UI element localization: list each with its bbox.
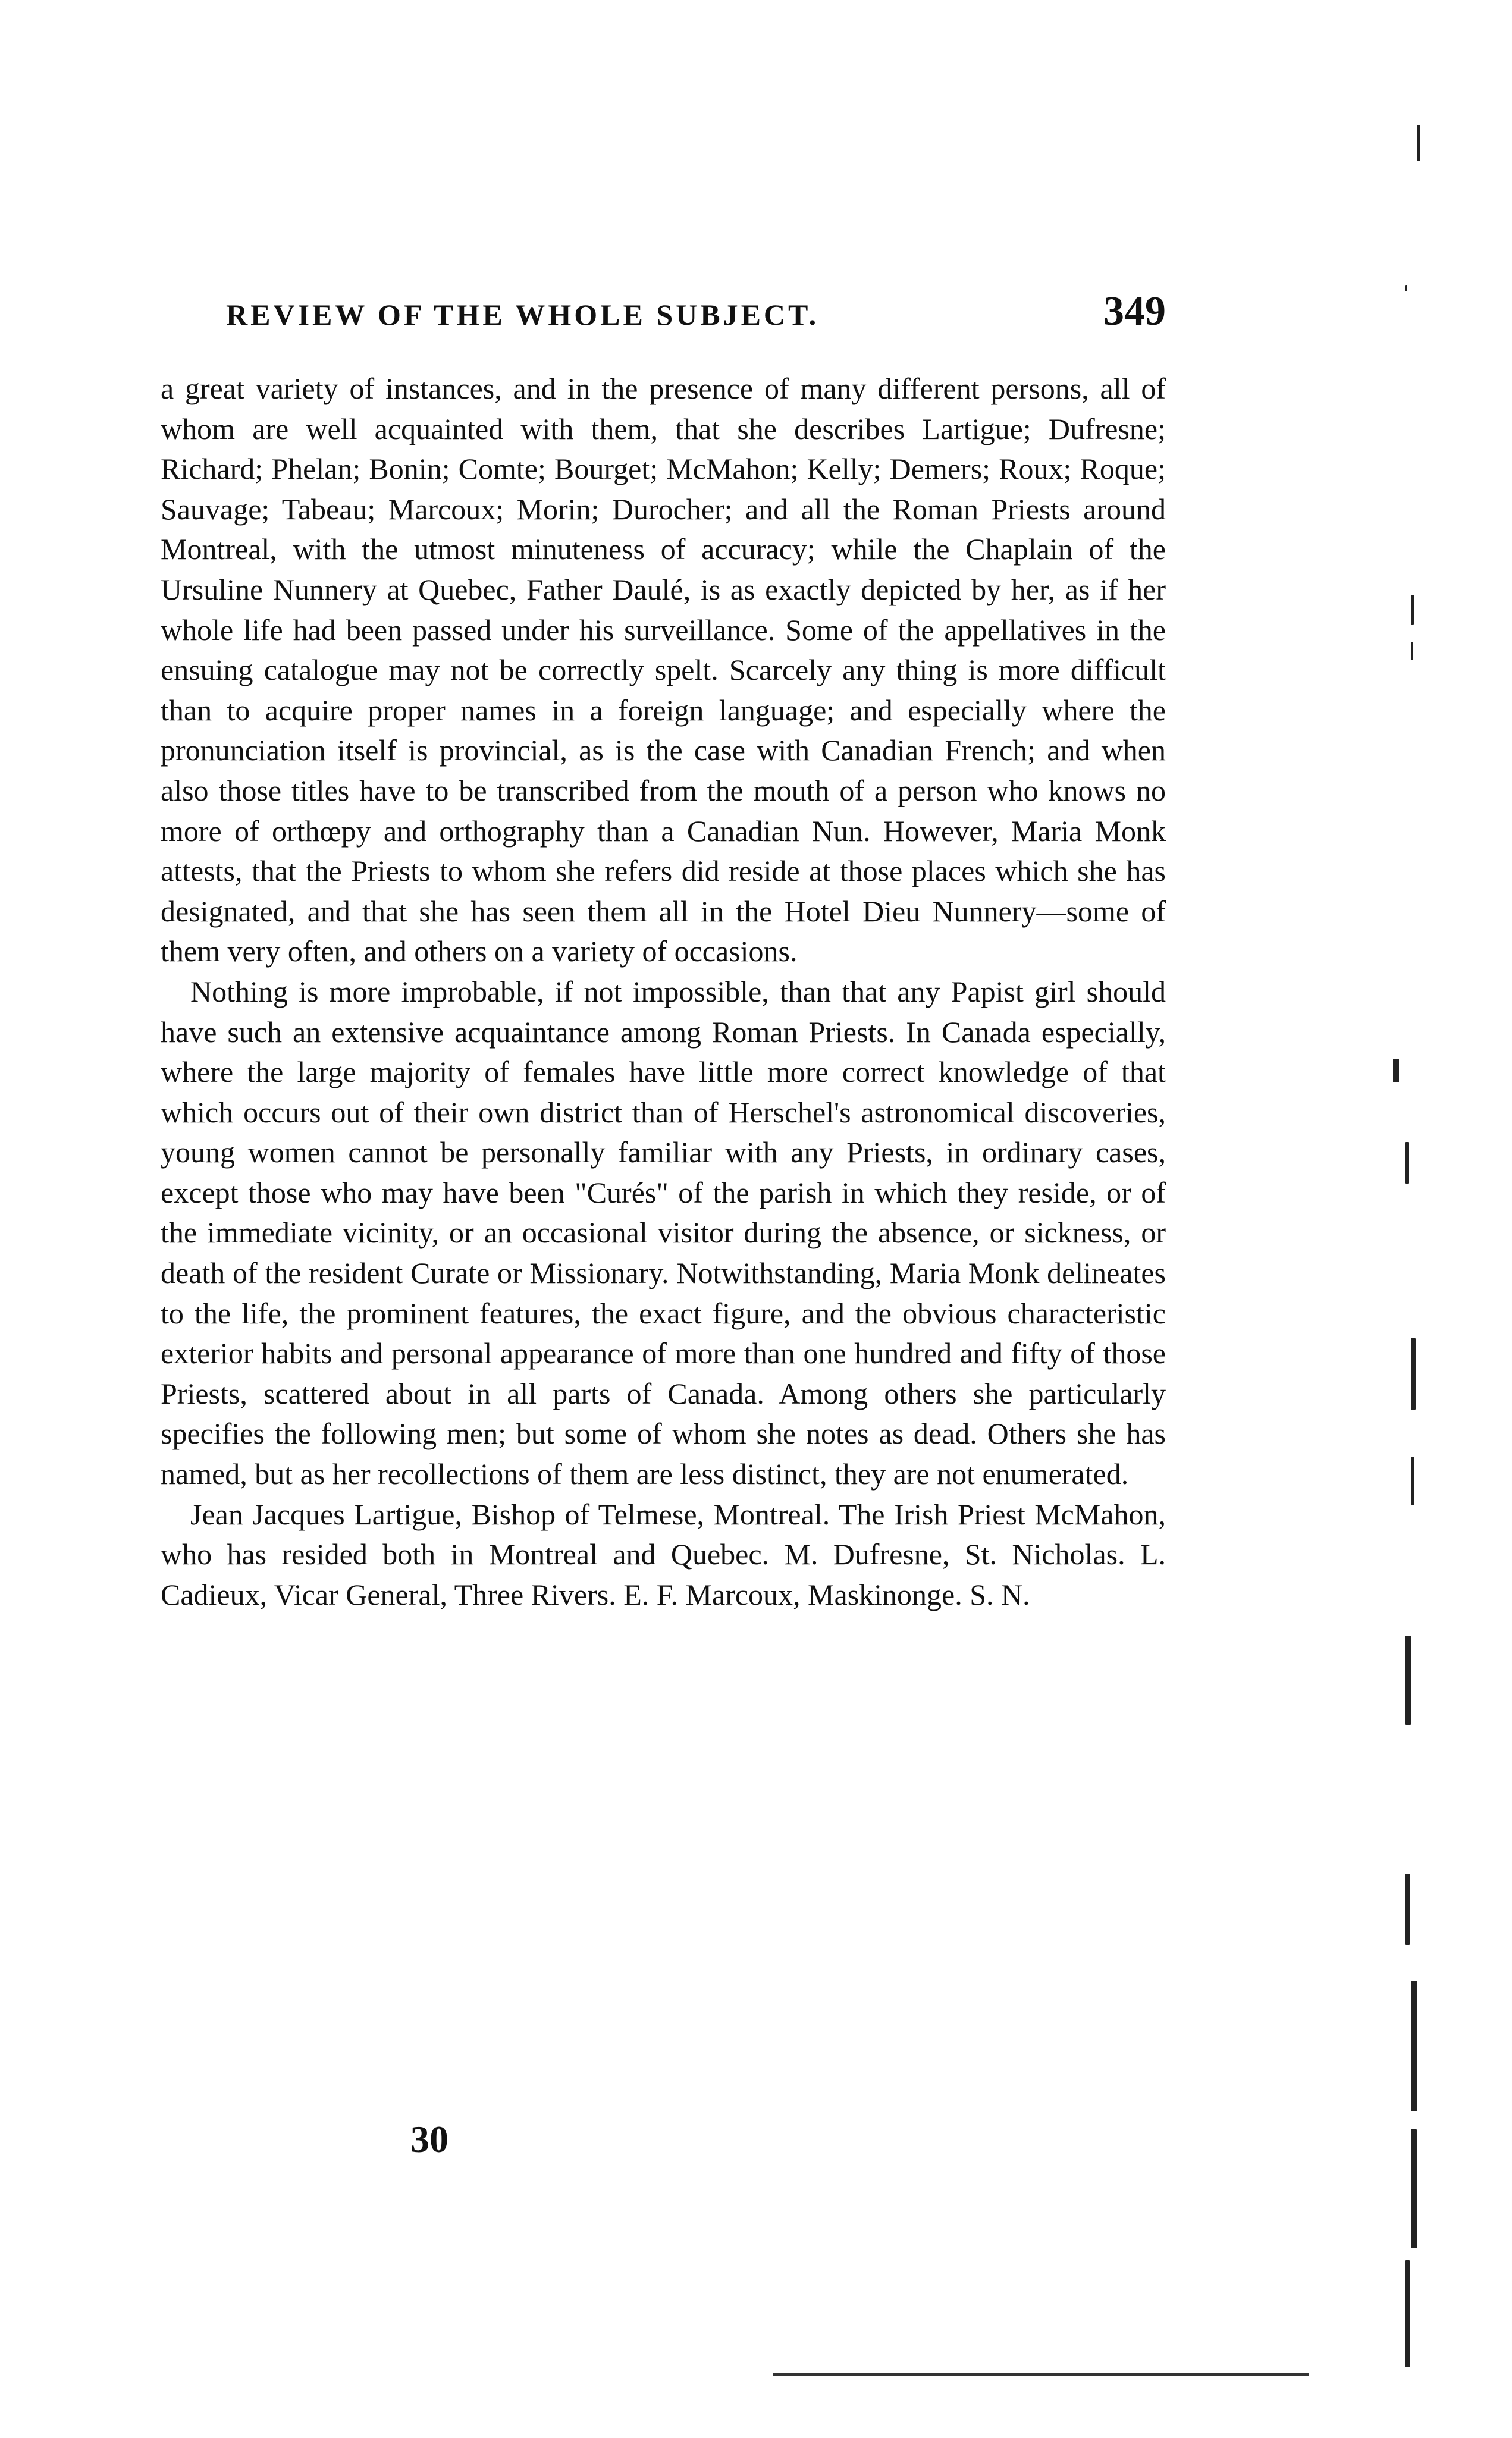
page-number: 349 <box>1103 288 1166 334</box>
bottom-rule <box>773 2373 1309 2376</box>
signature-mark: 30 <box>410 2118 448 2160</box>
running-head <box>161 285 1166 351</box>
running-title: REVIEW OF THE WHOLE SUBJECT. <box>226 298 820 331</box>
document-page <box>161 0 1166 2438</box>
paragraph-3: Jean Jacques Lartigue, Bishop of Telmese, Montreal. The Irish Priest McMahon, who has resided both in Montreal and Quebec. M. Dufresne, St. Nicholas. L. Cadieux, Vicar General, Three Rivers. E. F. Marcoux, Maskinonge. S. N. <box>161 1497 1166 1611</box>
body-text <box>161 369 1166 1615</box>
paragraph-1: a great variety of instances, and in the presence of many different persons, all of whom are well acquainted with them, that she describes Lartigue; Dufresne; Richard; Phelan; Bonin; Comte; Bourget; McMahon; Kelly; Demers; Roux; Roque; Sauvage; Tabeau; Marcoux; Morin; Durocher; and all the Roman Priests around Montreal, with the utmost minuteness of accuracy; while the Chaplain of the Ursuline Nunnery at Quebec, Father Daulé, is as exactly depicted by her, as if her whole life had been passed under his surveillance. Some of the appellatives in the ensuing catalogue may not be correctly spelt. Scarcely any thing is more difficult than to acquire proper names in a foreign language; and especially where the pronunciation itself is provincial, as is the case with Canadian French; and when also those titles have to be transcribed from the mouth of a person who knows no more of orthœpy and orthography than a Canadian Nun. However, Maria Monk attests, that the Priests to whom she refers did reside at those places which she has designated, and that she has seen them all in the Hotel Dieu Nunnery—some of them very often, and others on a variety of occasions. <box>161 372 1166 968</box>
scan-margin-noise <box>1369 0 1512 2438</box>
paragraph-2: Nothing is more improbable, if not impossible, than that any Papist girl should have such an extensive acquaintance among Roman Priests. In Canada especially, where the large majority of females have little more correct knowledge of that which occurs out of their own district than of Herschel's astronomical discoveries, young women cannot be personally familiar with any Priests, in ordinary cases, except those who may have been "Curés" of the parish in which they reside, or of the immediate vicinity, or an occasional visitor during the absence, or sickness, or death of the resident Curate or Missionary. Notwithstanding, Maria Monk delineates to the life, the prominent features, the exact figure, and the obvious characteristic exterior habits and personal appearance of more than one hundred and fifty of those Priests, scattered about in all parts of Canada. Among others she particularly specifies the following men; but some of whom she notes as dead. Others she has named, but as her recollections of them are less distinct, they are not enumerated. <box>161 974 1166 1491</box>
